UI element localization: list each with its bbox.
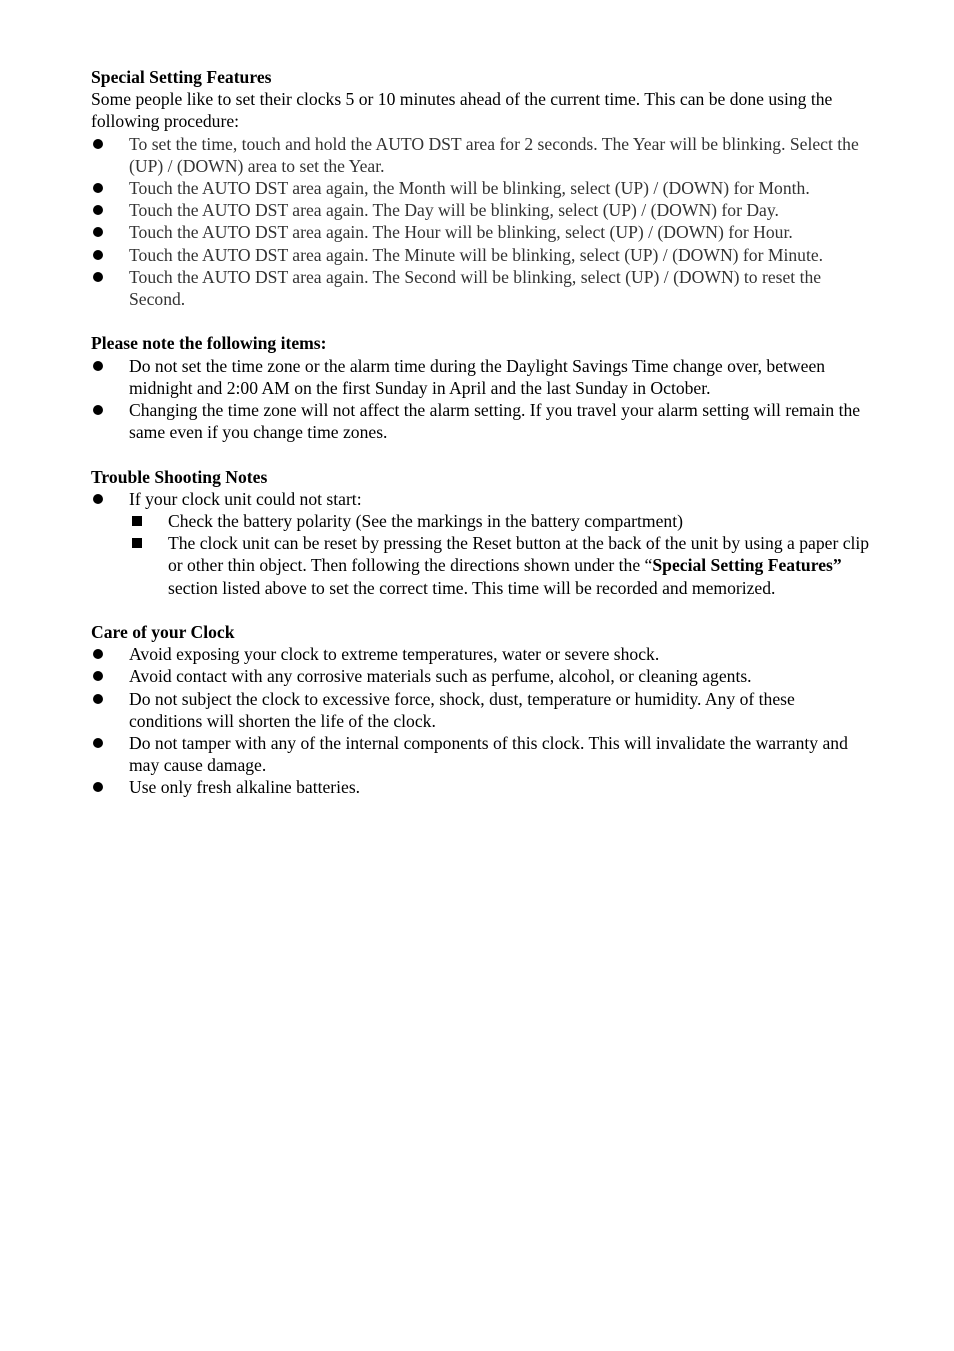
bullet-dot-icon [93,405,103,415]
list-item [91,688,871,732]
list-item-text: Touch the AUTO DST area again. The Hour will be blinking, select (UP) / (DOWN) for Hour. [129,222,793,243]
list-item-text: Avoid exposing your clock to extreme temperatures, water or severe shock. [129,644,660,665]
bullet-dot-icon [93,272,103,282]
list-item [91,244,871,266]
bullet-square-icon [132,538,142,548]
care-section [91,621,871,799]
list-item [91,488,871,510]
bullet-dot-icon [93,649,103,659]
list-item-text: Touch the AUTO DST area again, the Month will be blinking, select (UP) / (DOWN) for Month. [129,178,810,199]
list-item-text: Use only fresh alkaline batteries. [129,777,361,798]
list-item-text: Touch the AUTO DST area again. The Minute will be blinking, select (UP) / (DOWN) for Minute. [129,244,824,265]
section-heading: Care of your Clock [91,622,235,643]
special-setting-section [91,66,871,310]
list-item [91,643,871,665]
list-item-text: The clock unit can be reset by pressing the Reset button at the back of the unit by using a paper clip or other thin object. Then following the directions shown under the “ [168,533,870,576]
list-item-text: Touch the AUTO DST area again. The Day will be blinking, select (UP) / (DOWN) for Day. [129,200,779,221]
bullet-dot-icon [93,694,103,704]
list-item-text: Touch the AUTO DST area again. The Second will be blinking, select (UP) / (DOWN) to reset the Second. [129,266,822,310]
section-reference: Special Setting Features” [652,555,842,576]
list-item-text: Changing the time zone will not affect the alarm setting. If you travel your alarm setting will remain the same even if you change time zones. [129,400,861,443]
care-list [91,643,871,798]
section-intro: Some people like to set their clocks 5 or 10 minutes ahead of the current time. This can be done using the following procedure: [91,89,833,132]
list-item-text: To set the time, touch and hold the AUTO DST area for 2 seconds. The Year will be blinking. Select the (UP) / (DOWN) area to set the Year. [129,133,859,176]
list-item [91,732,871,776]
bullet-dot-icon [93,782,103,792]
bullet-dot-icon [93,139,103,149]
list-item-text: If your clock unit could not start: [129,488,362,509]
bullet-dot-icon [93,494,103,504]
list-item [91,133,871,177]
list-item [91,199,871,221]
document-body [91,66,871,821]
bullet-dot-icon [93,183,103,193]
list-item [91,776,871,798]
list-item [91,665,871,687]
bullet-dot-icon [93,250,103,260]
list-item-text: section listed above to set the correct time. This time will be recorded and memorized. [168,577,776,598]
list-item-text: Check the battery polarity (See the markings in the battery compartment) [168,511,683,532]
section-heading: Trouble Shooting Notes [91,466,268,487]
list-item-text: Do not subject the clock to excessive force, shock, dust, temperature or humidity. Any of these conditions will shorten the life of the clock. [129,688,795,731]
list-item-text: Do not set the time zone or the alarm time during the Daylight Savings Time change over, between midnight and 2:00 AM on the first Sunday in April and the last Sunday in October. [129,355,826,398]
sub-list-item [91,532,871,599]
list-item [91,399,871,443]
bullet-dot-icon [93,738,103,748]
section-heading: Please note the following items: [91,333,327,354]
list-item-text: Do not tamper with any of the internal components of this clock. This will invalidate the warranty and may cause damage. [129,733,848,776]
list-item-text: Avoid contact with any corrosive materials such as perfume, alcohol, or cleaning agents. [129,666,752,687]
list-item [91,266,871,310]
list-item [91,355,871,399]
bullet-dot-icon [93,361,103,371]
trouble-shooting-section [91,466,871,599]
list-item [91,221,871,243]
notes-list [91,355,871,444]
list-item [91,177,871,199]
notes-section [91,332,871,443]
section-heading: Special Setting Features [91,67,272,87]
procedure-list [91,133,871,311]
bullet-dot-icon [93,227,103,237]
bullet-square-icon [132,516,142,526]
sub-list-item [91,510,871,532]
trouble-list [91,488,871,599]
bullet-dot-icon [93,205,103,215]
bullet-dot-icon [93,671,103,681]
